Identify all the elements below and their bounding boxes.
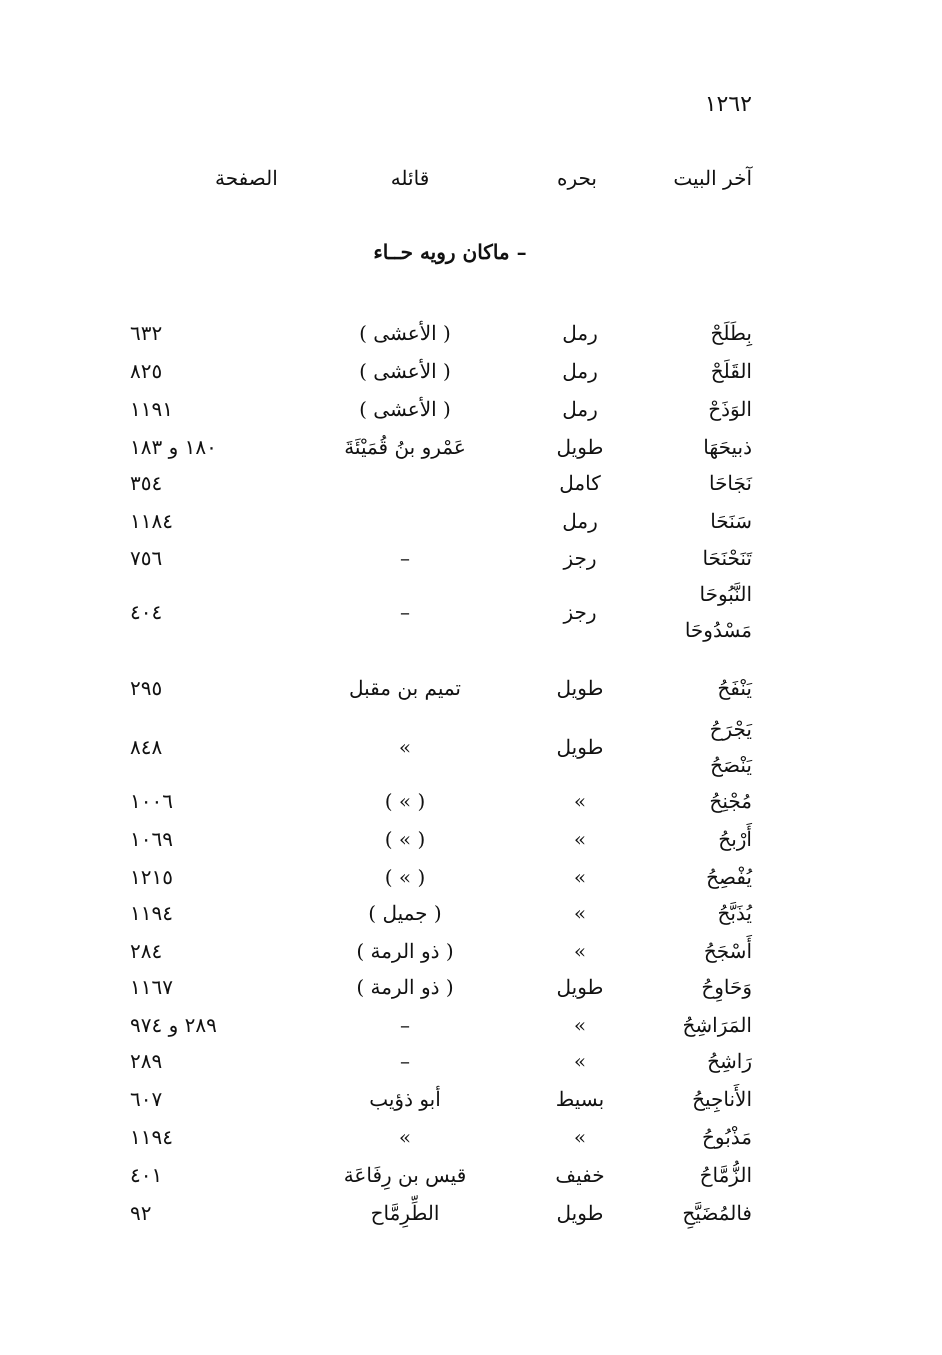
table-row — [0, 464, 942, 502]
meter-cell: » — [573, 865, 587, 889]
page-ref-cell: ١١٦٧ — [130, 975, 173, 999]
verse-end-word: وَحَاوِحُ — [701, 975, 752, 999]
table-row — [0, 1080, 942, 1118]
page-number: ١٢٦٢ — [704, 92, 752, 117]
page-ref-cell: ٤٠٤ — [130, 600, 163, 624]
verse-end-word: بِطَلَحْ — [710, 321, 752, 345]
table-row — [0, 858, 942, 896]
verse-end-word: أَرْبحُ — [718, 827, 752, 851]
table-row — [0, 968, 942, 1006]
verse-end-word: ذبيحَهَا — [703, 435, 752, 459]
header-word: آخر البيت — [673, 166, 752, 190]
poet-cell: ( الأعشى ) — [359, 397, 451, 421]
meter-cell: رمل — [562, 397, 598, 421]
meter-cell: طويل — [556, 735, 604, 759]
page-ref-cell: ٧٥٦ — [130, 546, 163, 570]
verse-end-word: يَجْرَحُ — [709, 717, 752, 741]
poet-cell: ( جميل ) — [368, 901, 442, 925]
page-ref-cell: ٢٩٥ — [130, 676, 163, 700]
meter-cell: » — [573, 901, 587, 925]
page-ref-cell: ٢٨٩ — [130, 1049, 163, 1073]
poet-cell: ( ذو الرمة ) — [356, 975, 454, 999]
verse-end-word: تَنَحْنَحَا — [702, 546, 752, 570]
verse-end-word-second: يَنْصَحُ — [710, 753, 752, 777]
poet-cell: ( » ) — [384, 789, 426, 813]
page-ref-cell: ١١٨٤ — [130, 509, 173, 533]
poet-cell: ( ذو الرمة ) — [356, 939, 454, 963]
poet-cell: تميم بن مقبل — [349, 676, 461, 700]
page-ref-cell: ١٢١٥ — [130, 865, 173, 889]
meter-cell: رمل — [562, 509, 598, 533]
poet-cell: » — [398, 735, 412, 759]
page-ref-cell: ٢٨٤ — [130, 939, 163, 963]
table-row — [0, 1156, 942, 1194]
poet-cell: ( الأعشى ) — [359, 321, 451, 345]
verse-end-word: الأَناجِيحُ — [692, 1087, 752, 1111]
verse-end-word: يُذَبَّحُ — [717, 901, 752, 925]
verse-end-word: نَجَاحَا — [708, 471, 752, 495]
header-poet: قائله — [390, 166, 430, 190]
table-row — [0, 820, 942, 858]
poet-cell: » — [398, 1125, 412, 1149]
verse-end-word: المَرَاشِحُ — [682, 1013, 752, 1037]
poet-cell: – — [400, 600, 410, 624]
poet-cell: ( » ) — [384, 827, 426, 851]
page-ref-cell: ١٨٠ و ١٨٣ — [130, 435, 217, 459]
page-ref-cell: ٣٥٤ — [130, 471, 163, 495]
section-title: – ماكان رويه حــاء — [373, 240, 527, 264]
page-ref-cell: ٢٨٩ و ٩٧٤ — [130, 1013, 217, 1037]
meter-cell: رجز — [563, 546, 597, 570]
verse-end-word: القَلَحْ — [710, 359, 752, 383]
meter-cell: » — [573, 827, 587, 851]
table-row — [0, 1118, 942, 1156]
meter-cell: رمل — [562, 359, 598, 383]
meter-cell: خفيف — [555, 1163, 605, 1187]
table-row — [0, 390, 942, 428]
page-ref-cell: ١١٩١ — [130, 397, 173, 421]
verse-end-word: الوَذَحْ — [708, 397, 752, 421]
verse-end-word: الزُّمَّاحُ — [699, 1163, 752, 1187]
poet-cell: – — [400, 546, 410, 570]
table-row — [0, 1042, 942, 1080]
page-ref-cell: ٦٣٢ — [130, 321, 163, 345]
poet-cell: قيس بن رِفَاعَة — [343, 1163, 467, 1187]
poet-cell: الطِّرِمَّاح — [370, 1201, 440, 1225]
verse-end-word: سَنَحَا — [710, 509, 752, 533]
table-row — [0, 352, 942, 390]
table-row — [0, 428, 942, 466]
verse-end-word-second: مَسْدُوحَا — [684, 618, 752, 642]
table-row — [0, 782, 942, 820]
header-meter: بحره — [557, 166, 597, 190]
page-ref-cell: ٤٠١ — [130, 1163, 163, 1187]
meter-cell: » — [573, 1125, 587, 1149]
table-row — [0, 539, 942, 577]
table-row — [0, 502, 942, 540]
verse-end-word: مَذْبُوحُ — [701, 1125, 752, 1149]
meter-cell: طويل — [556, 975, 604, 999]
page-ref-cell: ٨٢٥ — [130, 359, 163, 383]
meter-cell: طويل — [556, 676, 604, 700]
table-row — [0, 669, 942, 707]
table-row — [0, 894, 942, 932]
poet-cell: – — [400, 1049, 410, 1073]
page-ref-cell: ١٠٦٩ — [130, 827, 173, 851]
verse-end-word: النَّبُوحَا — [699, 582, 752, 606]
meter-cell: » — [573, 1013, 587, 1037]
meter-cell: » — [573, 939, 587, 963]
meter-cell: رجز — [563, 600, 597, 624]
verse-end-word: رَاشِحُ — [707, 1049, 752, 1073]
header-page: الصفحة — [215, 166, 278, 190]
verse-end-word: يَنْفَحُ — [717, 676, 752, 700]
meter-cell: طويل — [556, 1201, 604, 1225]
page-ref-cell: ١١٩٤ — [130, 901, 173, 925]
table-row — [0, 314, 942, 352]
meter-cell: » — [573, 1049, 587, 1073]
verse-end-word: مُجْنِحُ — [709, 789, 752, 813]
table-row — [0, 932, 942, 970]
meter-cell: كامل — [559, 471, 601, 495]
meter-cell: طويل — [556, 435, 604, 459]
poet-cell: ( » ) — [384, 865, 426, 889]
verse-end-word: فالمُضَيَّحِ — [682, 1201, 752, 1225]
verse-end-word: أَسْجَحُ — [703, 939, 752, 963]
meter-cell: رمل — [562, 321, 598, 345]
page-ref-cell: ٨٤٨ — [130, 735, 163, 759]
page-ref-cell: ٩٢ — [130, 1201, 152, 1225]
table-row — [0, 717, 942, 777]
poet-cell: أبو ذؤيب — [369, 1087, 441, 1111]
table-row — [0, 582, 942, 642]
poet-cell: ( الأعشى ) — [359, 359, 451, 383]
meter-cell: » — [573, 789, 587, 813]
table-row — [0, 1194, 942, 1232]
poet-cell: عَمْرو بنُ قُمَيْئَةَ — [344, 435, 466, 459]
verse-end-word: يُفْصِحُ — [706, 865, 752, 889]
poet-cell: – — [400, 1013, 410, 1037]
page-ref-cell: ١٠٠٦ — [130, 789, 173, 813]
page-ref-cell: ٦٠٧ — [130, 1087, 163, 1111]
page-ref-cell: ١١٩٤ — [130, 1125, 173, 1149]
table-row — [0, 1006, 942, 1044]
meter-cell: بسيط — [555, 1087, 605, 1111]
